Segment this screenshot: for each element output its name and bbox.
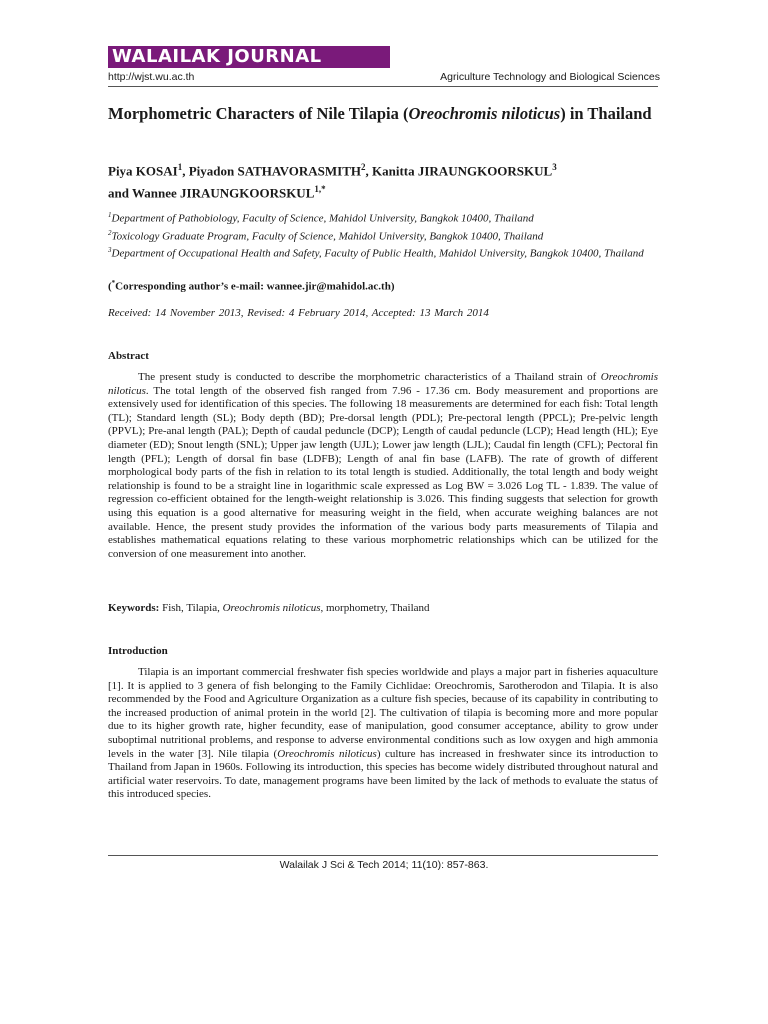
journal-logo: WALAILAK JOURNAL bbox=[108, 46, 390, 68]
journal-section: Agriculture Technology and Biological Sciences bbox=[440, 71, 660, 83]
footer-divider bbox=[108, 855, 658, 856]
author-name: Wannee JIRAUNGKOORSKUL bbox=[131, 185, 315, 201]
abstract-heading: Abstract bbox=[108, 350, 149, 362]
paper-title: Morphometric Characters of Nile Tilapia (Oreochromis niloticus) in Thailand bbox=[108, 104, 652, 123]
author-list: Piya KOSAI$^1$, Piyadon SATHAVORASMITH$^2$, Kanitta JIRAUNGKOORSKUL$^3$ and Wannee $JIRAUNGKOORSKUL^{1,*}$ bbox=[108, 162, 557, 201]
author-name: Kanitta JIRAUNGKOORSKUL bbox=[372, 163, 553, 179]
author-name: Piyadon SATHAVORASMITH bbox=[188, 163, 361, 179]
affiliation-list bbox=[108, 208, 658, 261]
affiliation: $^2$Toxicology Graduate Program, Faculty of Science, Mahidol University, Bangkok 10400, Thailand bbox=[108, 228, 544, 243]
keywords: Keywords: Fish, Tilapia, Oreochromis niloticus, morphometry, Thailand bbox=[108, 602, 430, 614]
journal-url[interactable]: http://wjst.wu.ac.th bbox=[108, 71, 195, 83]
affiliation: $^3$Department of Occupational Health and Safety, Faculty of Public Health, Mahidol University, Bangkok 10400, Thailand bbox=[108, 246, 644, 260]
affiliation: $^1$Department of Pathobiology, Faculty of Science, Mahidol University, Bangkok 10400, Thailand bbox=[108, 211, 534, 225]
introduction-body: Tilapia is an important commercial freshwater fish species worldwide and plays a major part in fisheries aquaculture [1]. It is applied to 3 genera of fish belonging to the Family Cichlidae: Oreochromis, Sarotherodon and Tilapia. It is also recommended by the Food and Agriculture Organization as a culture fish species, because of its capability in contributing to the increased production of animal protein in the world [2]. The cultivation of tilapia is becoming more and more popular due to its higher growth rate, higher fecundity, ease of manipulation, good consumer acceptance, ability to grow under suboptimal nutritional problems, and response to adverse environmental conditions such as low oxygen and high ammonia levels in the water [3]. Nile tilapia (Oreochromis niloticus) culture has increased in freshwater since its introduction to Thailand from Japan in 1960s. Following its introduction, this species has become widely distributed throughout natural and artificial water reservoirs. To date, management programs have been limited by the lack of methods to evaluate the status of this introduced species. bbox=[108, 666, 658, 801]
abstract-body: The present study is conducted to describe the morphometric characteristics of a Thailand strain of Oreochromis niloticus. The total length of the observed fish ranged from 7.96 - 17.36 cm. Body measurement and proportions are extensively used for identification of this species. The following 18 measurements are determined for each fish: Total length (TL); Standard length (SL); Body depth (BD); Pre-dorsal length (PDL); Pre-pectoral length (PPCL); Pre-pelvic length (PPVL); Pre-anal length (PAL); Depth of caudal peduncle (DCP); Length of caudal peduncle (LCP); Head length (HL); Eye diameter (ED); Snout length (SNL); Upper jaw length (UJL); Lower jaw length (LJL); Caudal fin length (CFL); Pectoral fin length (PFL); Length of dorsal fin base (LDFB); Length of anal fin base (LAFB). The rate of growth of different morphological body parts of the fish in relation to its total length is studied. Additionally, the total length and body weight relationship is found to be a straight line in logarithmic scale expressed as Log BW = 3.026 Log TL - 1.839. The value of regression co-efficient obtained for the length-weight relationship is 3.026. This finding suggests that selection for growth using this equation is a good alternative for measuring weight in the field, when accurate weighing balances are not available. Hence, the present study provides the information of the various body parts measurements of Tilapia and establishes mathematical equations relating to these various morphometric relationships which can be utilized for the conversion of one measurement into another. bbox=[108, 371, 658, 560]
introduction-heading: Introduction bbox=[108, 645, 168, 657]
page-footer: Walailak J Sci & Tech 2014; 11(10): 857-863. bbox=[279, 859, 489, 871]
author-name: Piya KOSAI bbox=[108, 163, 178, 179]
corresponding-author: (*Corresponding author’s e-mail: wannee.jir@mahidol.ac.th) bbox=[108, 279, 395, 293]
header-divider bbox=[108, 86, 658, 87]
submission-dates: Received: 14 November 2013, Revised: 4 February 2014, Accepted: 13 March 2014 bbox=[108, 307, 489, 319]
